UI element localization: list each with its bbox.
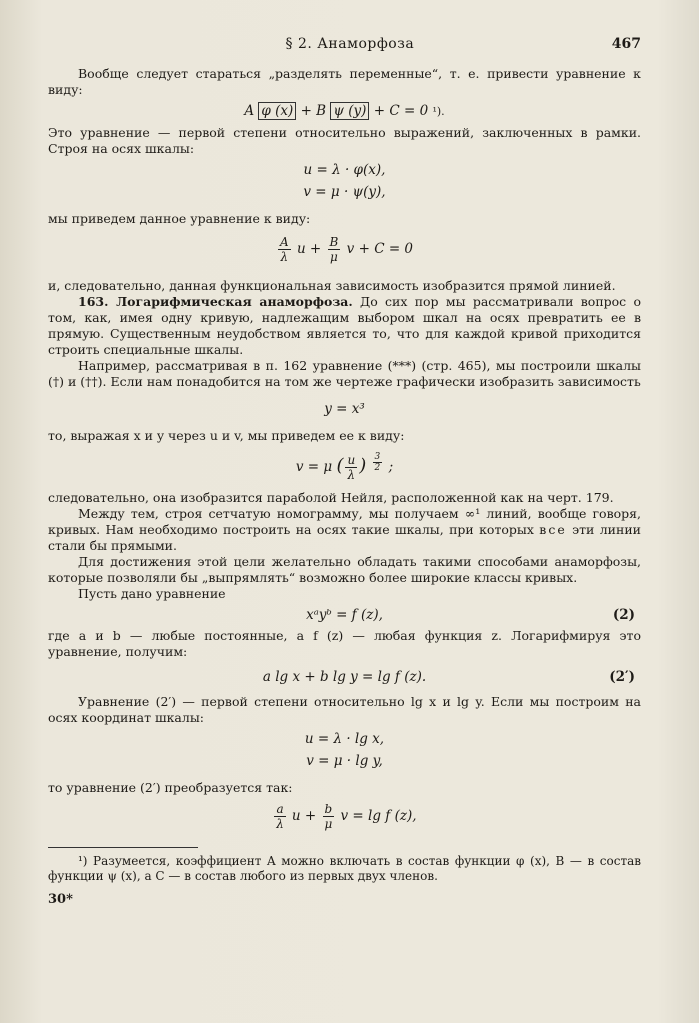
equation-9: $\frac{a}{\lambda}$ u + $\frac{b}{\mu}$ v = lg f (z), (276, 802, 417, 831)
page-header (48, 36, 641, 52)
boxed-term-psi: ψ (y) (330, 102, 369, 120)
section-title: § 2. Анаморфоза (285, 36, 415, 52)
paragraph-2: Это уравнение — первой степени относительно выражений, заключенных в рамки. Строя на осях шкалы: (48, 125, 641, 156)
equation-8a: u = λ · lg x, (304, 731, 385, 747)
equation-2a: u = λ · φ(x), (303, 162, 386, 178)
signature-mark: 30* (48, 892, 73, 907)
paragraph-9: Между тем, строя сетчатую номограмму, мы получаем ∞¹ линий, вообще говоря, кривых. Нам необходимо построить на осях такие шкалы, при которых все эти линии стали бы прямыми. (48, 506, 641, 553)
paragraph-5: 163. Логарифмическая анаморфоза. До сих пор мы рассматривали вопрос о том, как, имея одну кривую, надлежащим выбором шкал на осях превратить ее в прямую. Существенным неудобством является то, что для каждой кривой приходится строить специальные шкалы. (48, 294, 641, 357)
equation-label: (2) (612, 607, 635, 623)
footnote-ref: ¹). (432, 105, 445, 118)
paragraph-1: Вообще следует стараться „разделять переменные“, т. е. привести уравнение к виду: (48, 66, 641, 97)
paragraph-10: Для достижения этой цели желательно обладать такими способами анаморфозы, которые позволяли бы „выпрямлять“ возможно более широкие классы кривых. (48, 554, 641, 585)
page-number: 467 (611, 36, 641, 52)
equation-1: A φ (x) + B ψ (y) + C = 0 ¹). (244, 103, 445, 119)
paragraph-3: мы приведем данное уравнение к виду: (48, 211, 311, 226)
paragraph-4: и, следовательно, данная функциональная зависимость изобразится прямой линией. (48, 278, 616, 293)
paragraph-11: Пусть дано уравнение (78, 586, 226, 601)
paragraph-14: то уравнение (2′) преобразуется так: (48, 780, 293, 795)
paragraph-8: следовательно, она изобразится параболой Нейля, расположенной как на черт. 179. (48, 490, 614, 505)
footnote-divider (48, 847, 198, 848)
boxed-term-phi: φ (x) (258, 102, 296, 120)
equation-8b: v = μ · lg y, (306, 753, 383, 769)
paragraph-12: где a и b — любые постоянные, а f (z) — любая функция z. Логарифмируя это уравнение, получим: (48, 628, 641, 659)
subsection-heading: 163. Логарифмическая анаморфоза. (78, 294, 353, 309)
equation-3: $\frac{A}{\lambda}$ u + $\frac{B}{\mu}$ v + C = 0 (279, 235, 414, 264)
paragraph-13: Уравнение (2′) — первой степени относительно lg x и lg y. Если мы построим на осях координат шкалы: (48, 694, 641, 725)
equation-4: y = x³ (324, 401, 365, 417)
paragraph-6: Например, рассматривая в п. 162 уравнение (***) (стр. 465), мы построили шкалы (†) и (††). Если нам понадобится на том же чертеже графически изобразить зависимость (48, 358, 641, 389)
paragraph-7: то, выражая x и y через u и v, мы приведем ее к виду: (48, 428, 405, 443)
equation-2b: v = μ · ψ(y), (303, 184, 386, 200)
equation-label: (2′) (609, 669, 635, 685)
equation-7: a lg x + b lg y = lg f (z). (2′) (262, 669, 635, 685)
equation-5: v = μ ( $\frac{u}{\lambda}$ ) $^{\frac{3}{2}}$ ; (295, 452, 394, 482)
equation-6: xᵃyᵇ = f (z), (2) (306, 607, 635, 623)
footnote: ¹) Разумеется, коэффициент A можно включать в состав функции φ (x), B — в состав функции ψ (x), а C — в состав любого из первых двух членов. (48, 854, 641, 883)
